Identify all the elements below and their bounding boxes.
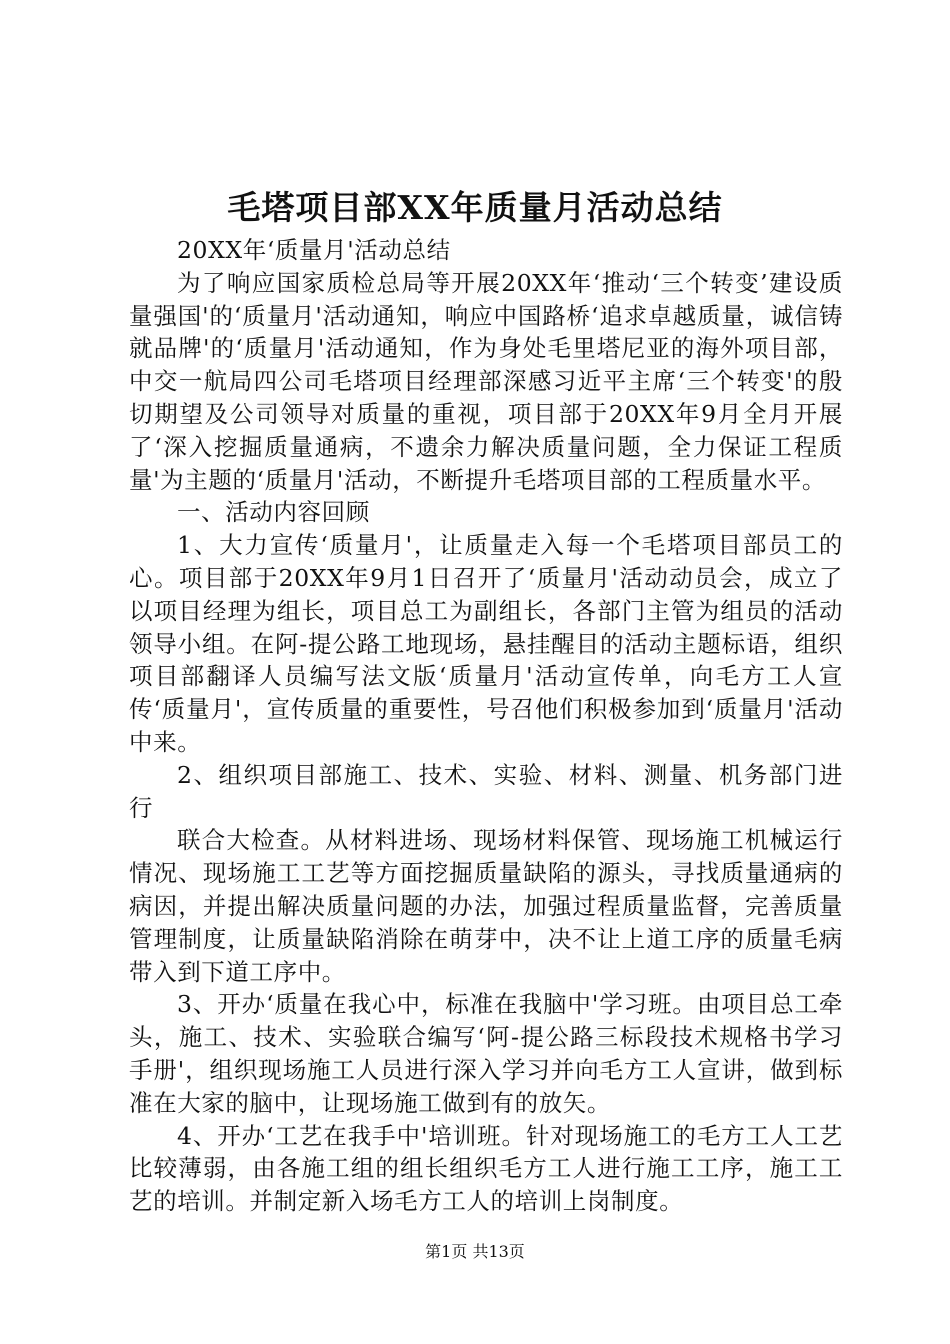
intro-paragraph: 为了响应国家质检总局等开展20XX年‘推动‘三个转变’建设质量强国'的‘质量月'活动通知，响应中国路桥‘追求卓越质量，诚信铸就品牌'的‘质量月'活动通知，作为身处毛里塔尼亚的海外项目部，中交一航局四公司毛塔项目经理部深感习近平主席‘三个转变'的殷切期望及公司领导对质量的重视，项目部于20XX年9月全月开展了‘深入挖掘质量通病，不遗余力解决质量问题，全力保证工程质量'为主题的‘质量月'活动，不断提升毛塔项目部的工程质量水平。 — [129, 268, 843, 494]
item-2-paragraph: 2、组织项目部施工、技术、实验、材料、测量、机务部门进行 — [129, 760, 843, 822]
document-title: 毛塔项目部XX年质量月活动总结 — [227, 188, 723, 227]
item-4-paragraph: 4、开办‘工艺在我手中'培训班。针对现场施工的毛方工人工艺比较薄弱，由各施工组的组长组织毛方工人进行施工工序，施工工艺的培训。并制定新入场毛方工人的培训上岗制度。 — [129, 1121, 843, 1216]
section-heading: 一、活动内容回顾 — [177, 498, 370, 527]
subtitle-paragraph: 20XX年‘质量月'活动总结 — [177, 236, 451, 264]
document-body — [129, 234, 843, 1218]
page-number-footer: 第1页 共13页 — [425, 1242, 525, 1261]
item-2-continued-paragraph: 联合大检查。从材料进场、现场材料保管、现场施工机械运行情况、现场施工工艺等方面挖掘质量缺陷的源头，寻找质量通病的病因，并提出解决质量问题的办法，加强过程质量监督，完善质量管理制度，让质量缺陷消除在萌芽中，决不让上道工序的质量毛病带入到下道工序中。 — [129, 826, 843, 986]
item-3-paragraph: 3、开办‘质量在我心中，标准在我脑中'学习班。由项目总工牵头，施工、技术、实验联合编写‘阿-提公路三标段技术规格书学习手册'，组织现场施工人员进行深入学习并向毛方工人宣讲，做到标准在大家的脑中，让现场施工做到有的放矢。 — [129, 990, 843, 1117]
item-1-paragraph: 1、大力宣传‘质量月'，让质量走入每一个毛塔项目部员工的心。项目部于20XX年9月1日召开了‘质量月'活动动员会，成立了以项目经理为组长，项目总工为副组长，各部门主管为组员的活动领导小组。在阿-提公路工地现场，悬挂醒目的活动主题标语，组织项目部翻译人员编写法文版‘质量月'活动宣传单，向毛方工人宣传‘质量月'，宣传质量的重要性，号召他们积极参加到‘质量月'活动中来。 — [129, 531, 843, 756]
